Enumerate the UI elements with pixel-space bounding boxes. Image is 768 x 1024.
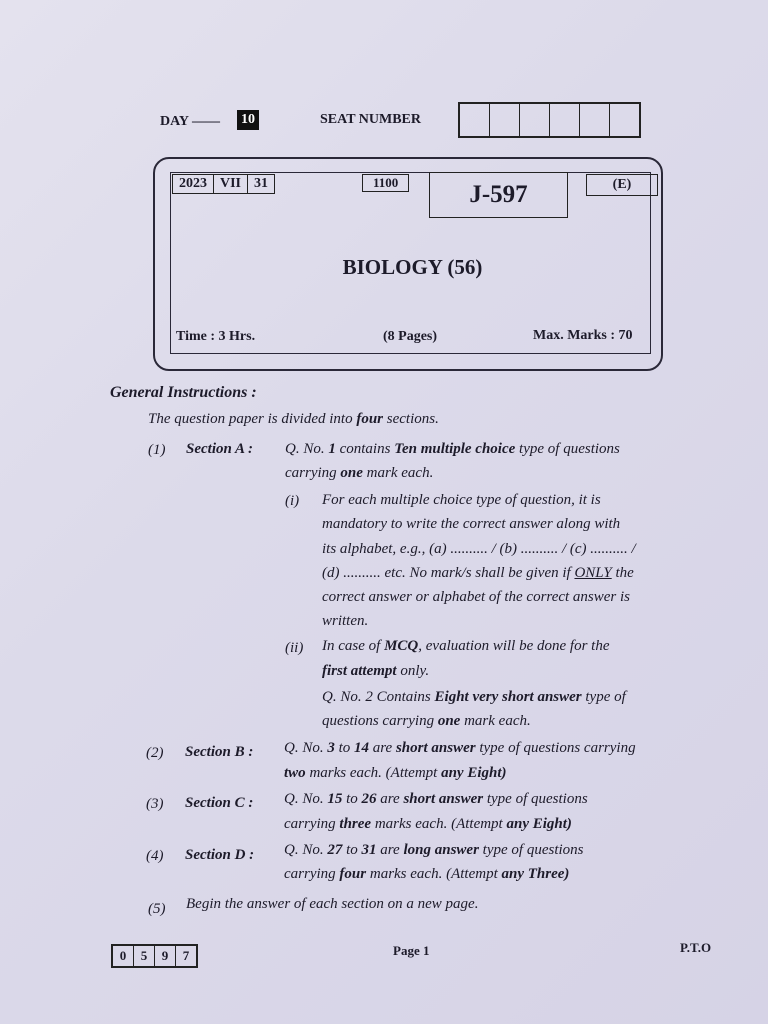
month-code: VII — [214, 175, 248, 193]
section-a-line-1 — [285, 441, 620, 458]
seat-box — [610, 104, 639, 136]
day-code: 31 — [254, 176, 269, 191]
page-number: Page 1 — [393, 943, 430, 958]
text-bold: short answer — [403, 791, 484, 807]
text: to — [334, 740, 355, 756]
text-bold: any Eight) — [441, 765, 507, 781]
intro-text: The question paper is divided into — [148, 411, 357, 427]
text: contains — [335, 441, 395, 457]
section-d-label: Section D : — [185, 847, 255, 863]
text: are — [376, 842, 404, 858]
section-c-line-1 — [284, 791, 588, 808]
text-bold: short answer — [395, 740, 476, 756]
text-bold: 14 — [354, 740, 370, 756]
subject-title: BIOLOGY (56) — [342, 255, 483, 279]
seat-number-boxes — [458, 102, 641, 138]
text: Q. No. — [284, 842, 328, 858]
pto-label: P.T.O — [680, 940, 712, 955]
text-underlined: ONLY — [574, 565, 612, 581]
text-bold: 27 — [327, 842, 343, 858]
seat-number-label: SEAT NUMBER — [320, 112, 422, 127]
sub-item-number: (i) — [285, 493, 300, 509]
text-bold: 1 — [328, 441, 336, 457]
q2-line-2 — [322, 713, 531, 730]
text: to — [342, 842, 362, 858]
section-b-line-1 — [284, 740, 636, 757]
text-bold: Eight very short answer — [434, 689, 582, 705]
text: are — [369, 740, 396, 756]
sub-i-line-3: its alphabet, e.g., (a) .......... / (b) .......... / (c) .......... / — [322, 541, 636, 557]
text: type of questions carrying — [475, 740, 636, 756]
sub-ii-line-1 — [322, 638, 610, 655]
text: marks each. (Attempt — [371, 816, 507, 832]
text: type of questions — [515, 441, 620, 457]
text-bold: three — [339, 816, 372, 832]
text: to — [342, 791, 362, 807]
text-bold: MCQ — [384, 638, 419, 654]
section-c-line-2 — [284, 816, 572, 833]
q2-line-1 — [322, 689, 626, 706]
text: only. — [396, 663, 430, 679]
intro-bold: four — [356, 411, 384, 427]
sub-i-line-4 — [322, 565, 634, 582]
section-a-label: Section A : — [186, 441, 253, 457]
seat-box — [490, 104, 520, 136]
section-d-line-2 — [284, 866, 569, 883]
seat-box — [520, 104, 550, 136]
item-number: (2) — [146, 745, 164, 761]
text: are — [376, 791, 404, 807]
paper-code-boxes — [111, 944, 198, 968]
seat-box — [580, 104, 610, 136]
text: Q. No. — [284, 791, 328, 807]
text-bold: 31 — [361, 842, 377, 858]
seat-box — [460, 104, 490, 136]
general-instructions-title: General Instructions : — [110, 384, 257, 401]
day-number: 10 — [237, 110, 259, 130]
sub-i-line-1: For each multiple choice type of question, it is — [322, 492, 601, 508]
text: mark each. — [460, 713, 531, 729]
day-label: DAY —— — [160, 114, 221, 129]
text: carrying — [284, 816, 340, 832]
pages-label: (8 Pages) — [383, 329, 438, 344]
item-number: (5) — [148, 901, 166, 917]
text: questions carrying — [322, 713, 438, 729]
item-number: (3) — [146, 796, 164, 812]
text-bold: any Eight) — [506, 816, 572, 832]
text-bold: one — [437, 713, 461, 729]
text: mark each. — [362, 465, 434, 481]
text-bold: two — [284, 765, 306, 781]
seat-box — [550, 104, 580, 136]
text: Q. No. 2 Contains — [322, 689, 435, 705]
text: Q. No. — [284, 740, 328, 756]
text: the — [611, 565, 634, 581]
text-bold: any Three) — [501, 866, 570, 882]
text-bold: one — [340, 465, 363, 481]
sub-i-line-6: written. — [322, 613, 369, 629]
sub-item-number: (ii) — [285, 640, 304, 656]
section-b-label: Section B : — [185, 744, 254, 760]
medium-code: (E) — [586, 174, 658, 196]
year-code: 2023 — [173, 175, 214, 193]
text-bold: 15 — [327, 791, 343, 807]
instruction-5-text: Begin the answer of each section on a new page. — [186, 896, 479, 912]
text: type of — [581, 689, 626, 705]
text-bold: 26 — [361, 791, 377, 807]
text: Q. No. — [285, 441, 329, 457]
text-bold: Ten multiple choice — [394, 441, 516, 457]
time-label: Time : 3 Hrs. — [176, 329, 256, 344]
text: (d) .......... etc. No mark/s shall be given if — [322, 565, 575, 581]
code-digit: 5 — [134, 946, 155, 966]
item-number: (1) — [148, 442, 166, 458]
max-marks-label: Max. Marks : 70 — [533, 328, 633, 343]
text: carrying — [285, 465, 341, 481]
text: type of questions — [483, 791, 588, 807]
intro-line — [148, 411, 439, 428]
code-1100: 1100 — [362, 174, 409, 192]
section-b-line-2 — [284, 765, 507, 782]
text: marks each. (Attempt — [305, 765, 442, 781]
section-a-line-2 — [285, 465, 433, 482]
text-bold: long answer — [403, 842, 479, 858]
paper-code: J-597 — [429, 172, 568, 218]
section-c-label: Section C : — [185, 795, 254, 811]
text-bold: first attempt — [322, 663, 397, 679]
text: , evaluation will be done for the — [418, 638, 610, 654]
intro-text-end: sections. — [383, 411, 439, 427]
text-bold: 3 — [327, 740, 335, 756]
text: carrying — [284, 866, 340, 882]
text: marks each. (Attempt — [366, 866, 502, 882]
item-number: (4) — [146, 848, 164, 864]
sub-ii-line-2 — [322, 663, 429, 680]
sub-i-line-2: mandatory to write the correct answer along with — [322, 516, 621, 532]
exam-code-row — [172, 174, 275, 194]
code-digit: 0 — [113, 946, 134, 966]
code-digit: 9 — [155, 946, 176, 966]
text-bold: four — [339, 866, 367, 882]
code-digit: 7 — [182, 948, 190, 963]
text: In case of — [322, 638, 385, 654]
text: type of questions — [478, 842, 584, 858]
sub-i-line-5: correct answer or alphabet of the correct answer is — [322, 589, 631, 605]
section-d-line-1 — [284, 842, 584, 859]
